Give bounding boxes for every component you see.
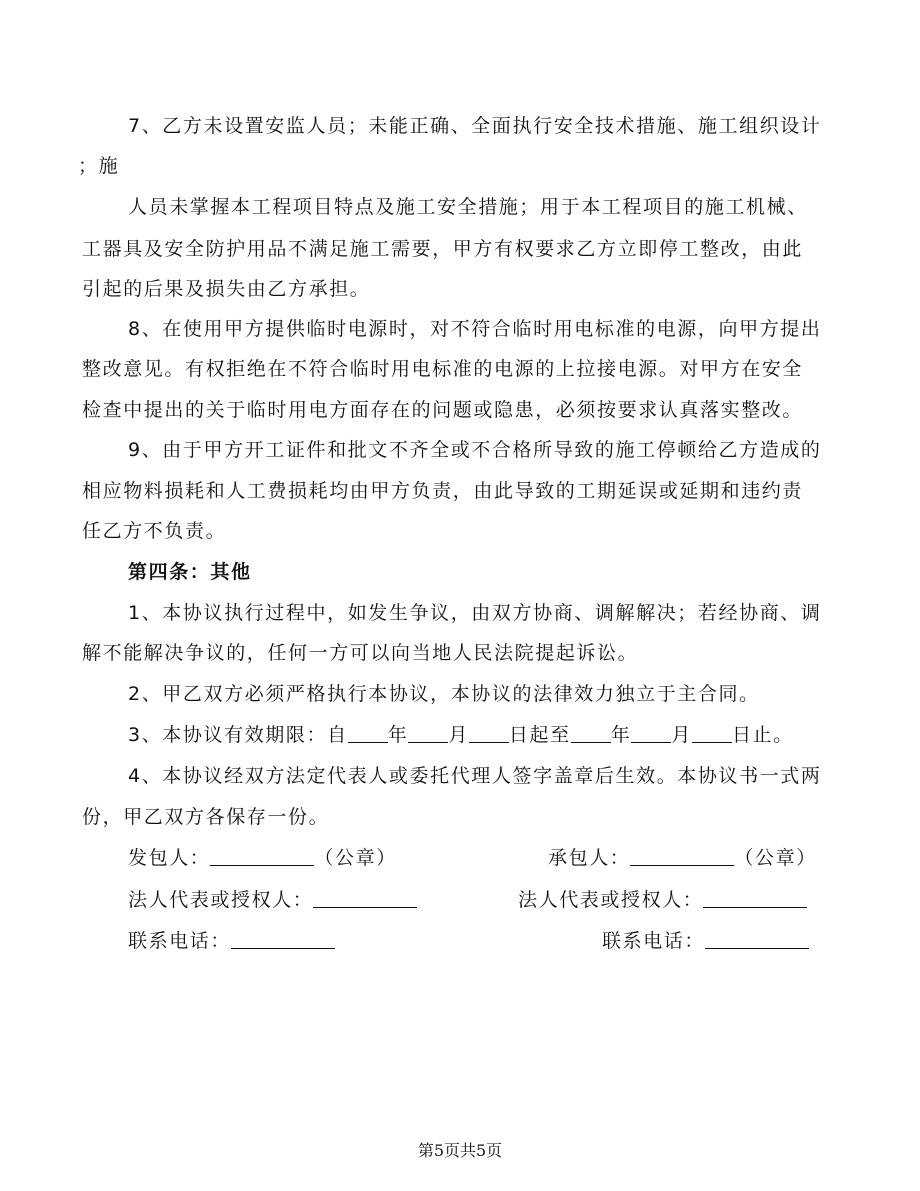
validity-year-2: 年 — [610, 724, 632, 746]
party-b-seal: （公章） — [734, 847, 817, 869]
clause-9-line-1: 9、由于甲方开工证件和批文不齐全或不合格所导致的施工停顿给乙方造成的 — [128, 439, 822, 461]
rep-a-label: 法人代表或授权人： — [128, 889, 314, 911]
phone-b-blank — [705, 930, 809, 949]
phone-b-label: 联系电话： — [602, 930, 706, 952]
validity-day-1: 日起至 — [508, 724, 571, 746]
clause-9-line-3: 任乙方不负责。 — [82, 520, 227, 542]
rep-b-blank — [703, 889, 807, 908]
blank-month-1 — [408, 724, 448, 743]
clause-8-line-1: 8、在使用甲方提供临时电源时，对不符合临时用电标准的电源，向甲方提出 — [128, 318, 822, 340]
blank-year-1 — [348, 724, 388, 743]
blank-year-2 — [571, 724, 611, 743]
other-1-line-1: 1、本协议执行过程中，如发生争议，由双方协商、调解解决；若经协商、调 — [128, 602, 822, 624]
party-b-signature — [548, 846, 817, 870]
other-2-line: 2、甲乙双方必须严格执行本协议，本协议的法律效力独立于主合同。 — [128, 683, 760, 705]
party-b-label: 承包人： — [548, 847, 631, 869]
party-a-seal: （公章） — [314, 847, 397, 869]
phone-a-blank — [231, 930, 335, 949]
phone-a — [128, 929, 335, 953]
clause-8-line-2: 整改意见。有权拒绝在不符合临时用电标准的电源的上拉接电源。对甲方在安全 — [82, 358, 804, 380]
rep-b-signature — [518, 888, 807, 912]
section-heading: 第四条：其他 — [128, 561, 252, 583]
clause-7-line-4: 工器具及安全防护用品不满足施工需要，甲方有权要求乙方立即停工整改，由此 — [82, 238, 804, 260]
party-a-signature — [128, 846, 397, 870]
validity-day-2: 日止。 — [731, 724, 794, 746]
other-4-line-1: 4、本协议经双方法定代表人或委托代理人签字盖章后生效。本协议书一式两 — [128, 765, 822, 787]
blank-month-2 — [631, 724, 671, 743]
other-4-line-2: 份，甲乙双方各保存一份。 — [82, 806, 330, 828]
party-a-label: 发包人： — [128, 847, 211, 869]
rep-a-signature — [128, 888, 417, 912]
rep-b-label: 法人代表或授权人： — [518, 889, 704, 911]
clause-7-line-1: 7、乙方未设置安监人员；未能正确、全面执行安全技术措施、施工组织设计 — [128, 115, 822, 137]
validity-period-line — [128, 723, 794, 747]
validity-prefix: 3、本协议有效期限：自 — [128, 724, 348, 746]
clause-7-line-5: 引起的后果及损失由乙方承担。 — [82, 278, 371, 300]
rep-a-blank — [313, 889, 417, 908]
clause-9-line-2: 相应物料损耗和人工费损耗均由甲方负责，由此导致的工期延误或延期和违约责 — [82, 480, 804, 502]
party-a-blank — [210, 847, 314, 866]
other-1-line-2: 解不能解决争议的，任何一方可以向当地人民法院提起诉讼。 — [82, 642, 639, 664]
validity-year-1: 年 — [387, 724, 409, 746]
validity-month-1: 月 — [448, 724, 469, 746]
validity-month-2: 月 — [671, 724, 692, 746]
clause-7-line-3: 人员未掌握本工程项目特点及施工安全措施；用于本工程项目的施工机械、 — [128, 196, 808, 218]
phone-a-label: 联系电话： — [128, 930, 232, 952]
party-b-blank — [630, 847, 734, 866]
clause-8-line-3: 检查中提出的关于临时用电方面存在的问题或隐患，必须按要求认真落实整改。 — [82, 399, 804, 421]
blank-day-1 — [469, 724, 509, 743]
phone-b — [602, 929, 809, 953]
page-footer: 第5页共5页 — [417, 1141, 503, 1160]
clause-7-line-2: ；施 — [78, 155, 120, 177]
blank-day-2 — [692, 724, 732, 743]
